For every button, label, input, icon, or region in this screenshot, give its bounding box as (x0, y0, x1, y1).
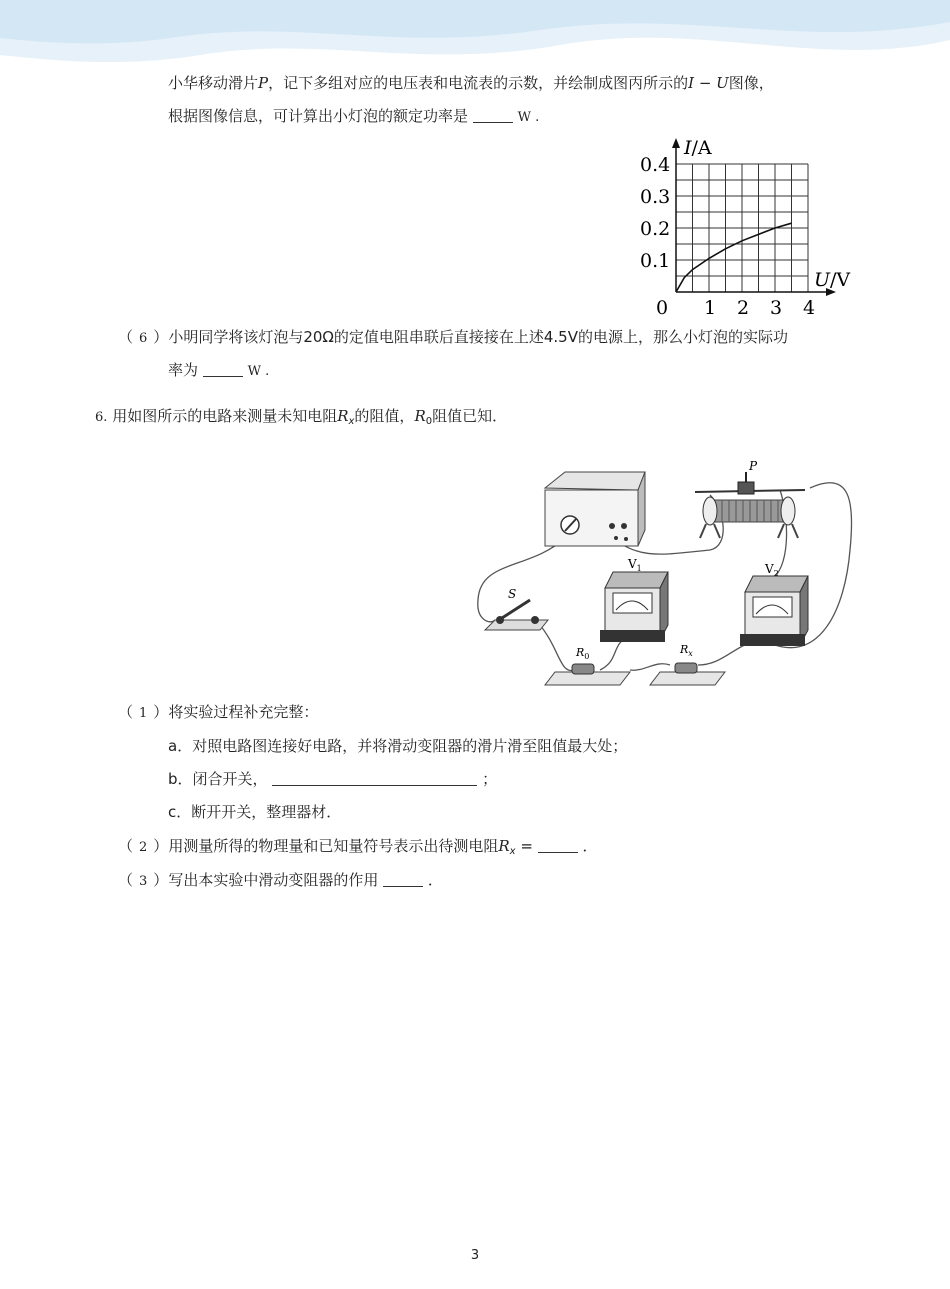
header-wave (0, 0, 950, 70)
unit-w: W . (517, 110, 540, 125)
q6-text: 阻值已知． (432, 407, 508, 425)
rx-subscript: x (348, 416, 355, 427)
origin-label: 0 (656, 297, 669, 319)
q5-text: 图像， (728, 74, 774, 92)
voltmeter-v2 (740, 562, 808, 646)
q5-6-text: 小明同学将该灯泡与20Ω的定值电阻串联后直接接在上述4.5V的电源上，那么小灯泡的实际功 (168, 328, 788, 346)
label-r0: $R_0$ (576, 646, 590, 661)
sub1-step-a: a．对照电路图连接好电路，并将滑动变阻器的滑片滑至阻值最大处； (168, 737, 628, 755)
y-tick-label: 0.2 (640, 218, 671, 240)
answer-blank[interactable] (538, 838, 578, 853)
q5-text: 根据图像信息，可计算出小灯泡的额定功率是 (168, 107, 469, 125)
equals-sign: = (515, 837, 538, 855)
switch-s (485, 587, 548, 630)
rx-symbol: R (498, 837, 510, 855)
q5-6-text: 率为 (168, 361, 199, 379)
voltmeter-v1 (600, 557, 668, 642)
sub-number: 2 (139, 840, 148, 855)
rx-symbol: R (337, 407, 349, 425)
label-p: P (749, 460, 758, 473)
y-tick-label: 0.3 (640, 186, 671, 208)
q5-line-1 (168, 72, 774, 94)
q6-text: 用如图所示的电路来测量未知电阻 (112, 407, 338, 425)
question-number: 6. (95, 410, 108, 425)
rx-subscript: x (509, 846, 516, 857)
x-tick-label: 2 (737, 297, 750, 319)
iu-symbol: I − U (688, 74, 729, 92)
sub-number: 6 (139, 331, 148, 346)
answer-blank[interactable] (203, 362, 243, 377)
answer-blank[interactable] (383, 872, 423, 887)
label-s: S (508, 587, 517, 601)
power-supply (545, 472, 645, 546)
q6-stem (95, 405, 507, 433)
label-v2: $V_2$ (765, 562, 779, 578)
y-tick-label: 0.4 (640, 154, 671, 176)
x-axis-label: U/V (814, 269, 851, 291)
sub2: （ 2 ）用测量所得的物理量和已知量符号表示出待测电阻$R_x$ = ． (118, 837, 598, 857)
label-rx: $R_x$ (680, 643, 693, 658)
sub1-title: （ 1 ）将实验过程补充完整： (118, 703, 319, 721)
sub-number: 3 (139, 874, 148, 889)
step-b-end: ； (482, 770, 498, 788)
y-axis-label: I/A (684, 137, 712, 159)
q5-text: 小华移动滑片 (168, 74, 259, 92)
sub1-title-text: 将实验过程补充完整： (168, 703, 319, 721)
iu-curve (676, 223, 792, 292)
y-axis-arrow (672, 138, 680, 148)
step-b-text: b．闭合开关， (168, 770, 268, 788)
sub3: （ 3 ）写出本实验中滑动变阻器的作用 ． (118, 871, 443, 889)
sub2-text: 用测量所得的物理量和已知量符号表示出待测电阻 (168, 837, 499, 855)
label-v1: $V_1$ (628, 557, 642, 573)
y-tick-label: 0.1 (640, 250, 671, 272)
circuit-figure (470, 460, 860, 692)
x-tick-label: 1 (704, 297, 717, 319)
x-tick-label: 3 (770, 297, 783, 319)
period: ． (427, 871, 443, 889)
r0-subscript: 0 (425, 416, 433, 427)
answer-blank[interactable] (272, 771, 477, 786)
sub1-step-b (168, 768, 497, 790)
q6-text: 的阻值， (354, 407, 415, 425)
q5-6-line-2 (168, 359, 269, 383)
sub3-text: 写出本实验中滑动变阻器的作用 (168, 871, 379, 889)
sub1-step-c: c．断开开关，整理器材． (168, 803, 342, 821)
period: ． (582, 837, 598, 855)
q5-6-line-1 (118, 326, 788, 350)
r0-symbol: R (414, 407, 426, 425)
q5-text: ，记下多组对应的电压表和电流表的示数，并绘制成图丙所示的 (268, 74, 689, 92)
unit-w: W . (247, 364, 270, 379)
x-tick-label: 4 (803, 297, 816, 319)
sub-number: 1 (139, 706, 148, 721)
slider-p-symbol: P (258, 74, 269, 92)
resistor-r0 (545, 646, 630, 685)
iu-chart (630, 130, 860, 320)
page-number: 3 (470, 1248, 480, 1263)
paren-open: （ (118, 328, 134, 346)
answer-blank[interactable] (473, 108, 513, 123)
q5-line-2 (168, 105, 539, 129)
rheostat (695, 460, 805, 538)
paren-close: ） (153, 328, 169, 346)
